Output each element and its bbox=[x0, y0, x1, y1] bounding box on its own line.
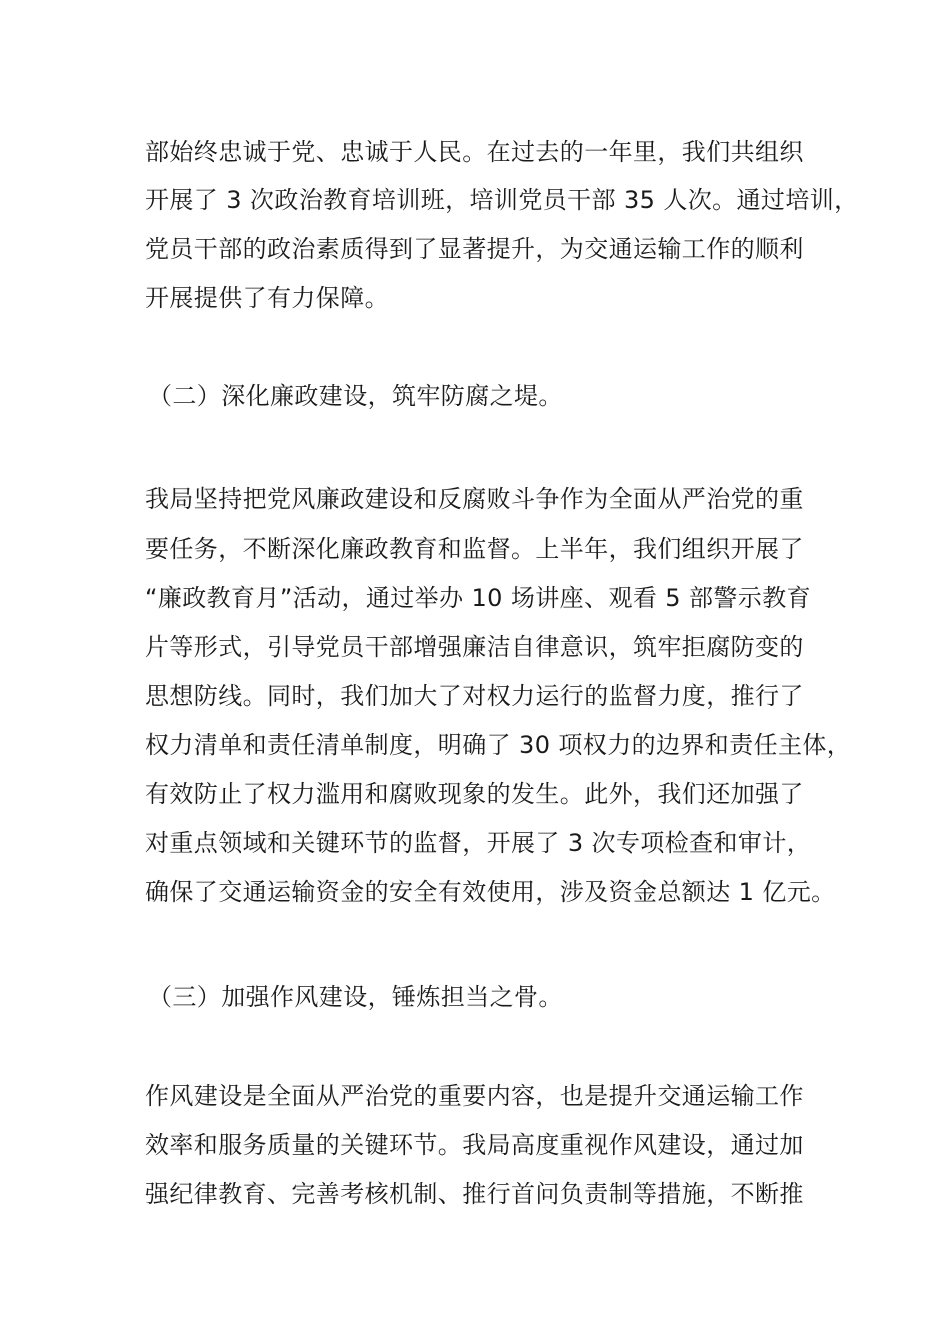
text-line: 强纪律教育、完善考核机制、推行首问负责制等措施，不断推 bbox=[145, 1180, 804, 1208]
text-line: 我局坚持把党风廉政建设和反腐败斗争作为全面从严治党的重 bbox=[145, 485, 804, 513]
text-line: 作风建设是全面从严治党的重要内容，也是提升交通运输工作 bbox=[145, 1082, 804, 1110]
text-line: 开展了 3 次政治教育培训班，培训党员干部 35 人次。通过培训， bbox=[145, 186, 859, 214]
text-line: 片等形式，引导党员干部增强廉洁自律意识，筑牢拒腐防变的 bbox=[145, 633, 804, 661]
text-line: 确保了交通运输资金的安全有效使用，涉及资金总额达 1 亿元。 bbox=[145, 878, 836, 906]
text-line: 有效防止了权力滥用和腐败现象的发生。此外，我们还加强了 bbox=[145, 780, 804, 808]
text-line: 要任务，不断深化廉政教育和监督。上半年，我们组织开展了 bbox=[145, 535, 804, 563]
text-line: 效率和服务质量的关键环节。我局高度重视作风建设，通过加 bbox=[145, 1131, 804, 1159]
section-heading-integrity: （二）深化廉政建设，筑牢防腐之堤。 bbox=[148, 382, 563, 410]
text-line: 对重点领域和关键环节的监督，开展了 3 次专项检查和审计， bbox=[145, 829, 812, 857]
text-line: “廉政教育月”活动，通过举办 10 场讲座、观看 5 部警示教育 bbox=[145, 584, 811, 612]
text-line: 开展提供了有力保障。 bbox=[145, 284, 389, 312]
text-line: 部始终忠诚于党、忠诚于人民。在过去的一年里，我们共组织 bbox=[145, 138, 804, 166]
text-line: 思想防线。同时，我们加大了对权力运行的监督力度，推行了 bbox=[145, 682, 804, 710]
section-heading-work-style: （三）加强作风建设，锤炼担当之骨。 bbox=[148, 983, 563, 1011]
text-line: 党员干部的政治素质得到了显著提升，为交通运输工作的顺利 bbox=[145, 235, 804, 263]
text-line: 权力清单和责任清单制度，明确了 30 项权力的边界和责任主体， bbox=[145, 731, 852, 759]
